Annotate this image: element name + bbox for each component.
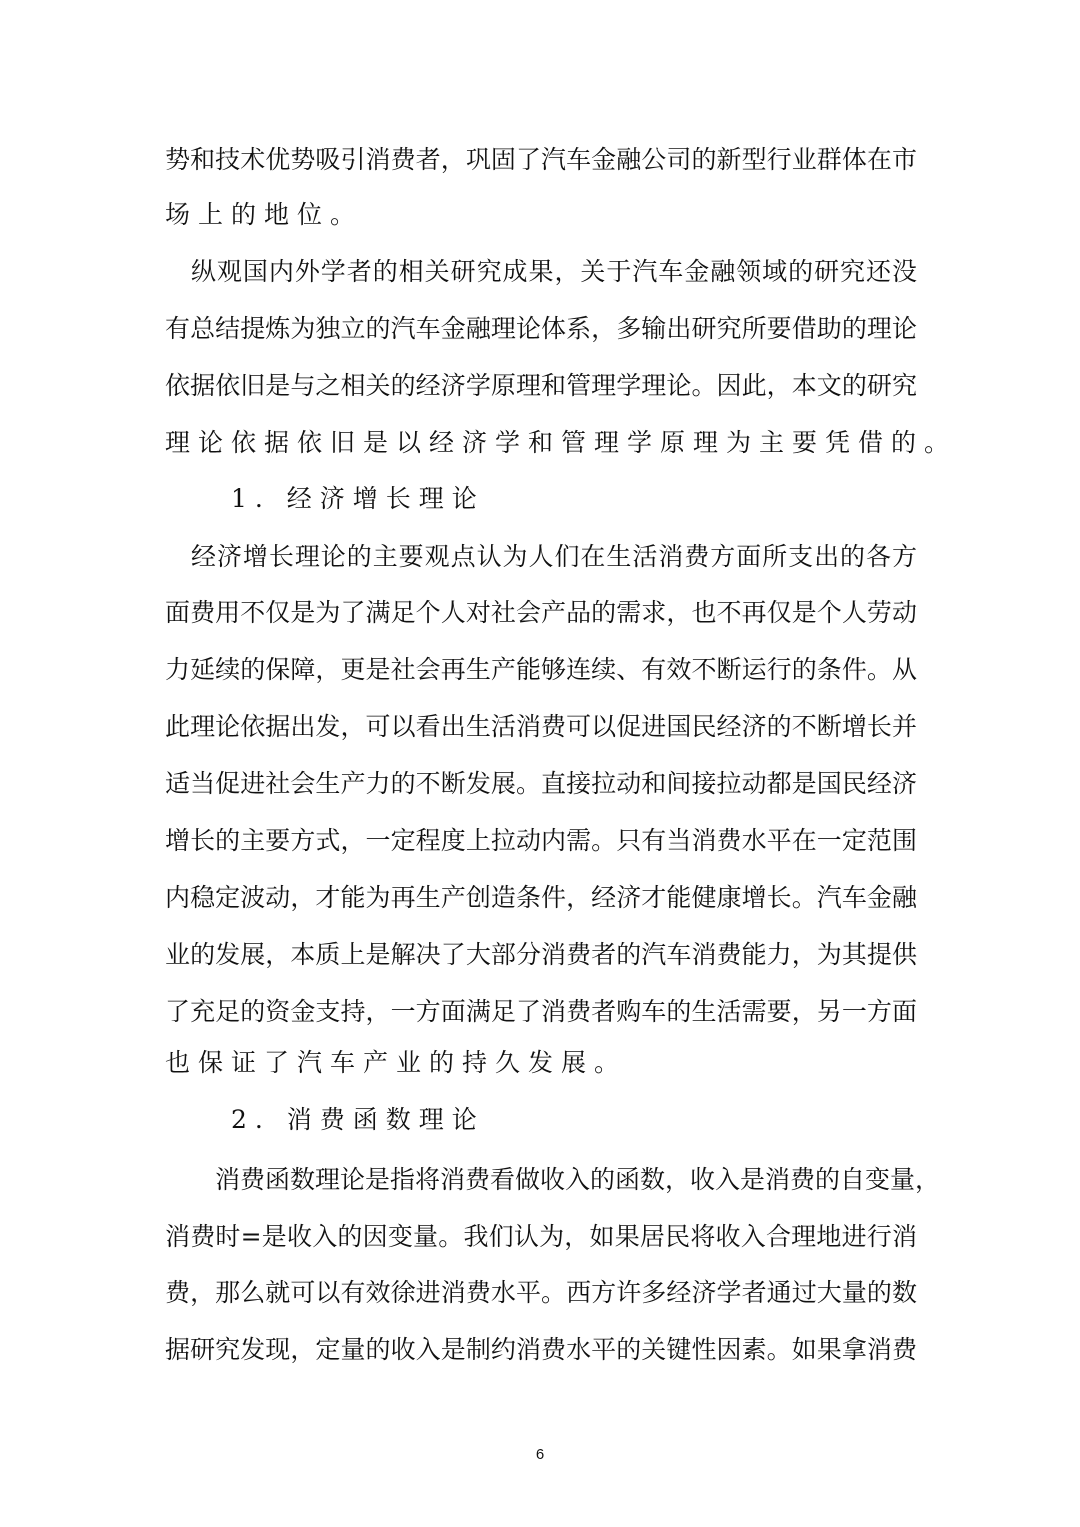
- paragraph-line: 增长的主要方式，一定程度上拉动内需。只有当消费水平在一定范围: [165, 826, 917, 855]
- paragraph-line: 适当促进社会生产力的不断发展。直接拉动和间接拉动都是国民经济: [165, 769, 917, 798]
- paragraph-line: 业的发展，本质上是解决了大部分消费者的汽车消费能力，为其提供: [165, 940, 917, 969]
- paragraph-line: 经济增长理论的主要观点认为人们在生活消费方面所支出的各方: [165, 542, 917, 571]
- paragraph-line: 纵观国内外学者的相关研究成果，关于汽车金融领域的研究还没: [165, 257, 917, 286]
- paragraph-line: 依据依旧是与之相关的经济学原理和管理学理论。因此，本文的研究: [165, 371, 917, 400]
- page-number: 6: [535, 1446, 545, 1463]
- paragraph-line: 力延续的保障，更是社会再生产能够连续、有效不断运行的条件。从: [165, 655, 917, 684]
- paragraph-line: 势和技术优势吸引消费者，巩固了汽车金融公司的新型行业群体在市: [165, 145, 917, 174]
- paragraph-line: 了充足的资金支持，一方面满足了消费者购车的生活需要，另一方面: [165, 997, 917, 1026]
- paragraph-line: 理论依据依旧是以经济学和管理学原理为主要凭借的。: [165, 428, 958, 457]
- paragraph-line: 此理论依据出发，可以看出生活消费可以促进国民经济的不断增长并: [165, 712, 917, 741]
- section-heading: 1. 经济增长理论: [165, 484, 485, 513]
- section-heading: 2. 消费函数理论: [165, 1105, 485, 1134]
- paragraph-line: 费，那么就可以有效徐进消费水平。西方许多经济学者通过大量的数: [165, 1278, 917, 1307]
- paragraph-line: 据研究发现，定量的收入是制约消费水平的关键性因素。如果拿消费: [165, 1335, 917, 1364]
- paragraph-line: 有总结提炼为独立的汽车金融理论体系，多输出研究所要借助的理论: [165, 314, 917, 343]
- paragraph-line: 消费时=是收入的因变量。我们认为，如果居民将收入合理地进行消: [165, 1222, 917, 1251]
- paragraph-line: 内稳定波动，才能为再生产创造条件，经济才能健康增长。汽车金融: [165, 883, 917, 912]
- paragraph-line: 也保证了汽车产业的持久发展。: [165, 1048, 628, 1077]
- paragraph-line: 面费用不仅是为了满足个人对社会产品的需求，也不再仅是个人劳动: [165, 598, 917, 627]
- paragraph-line: 消费函数理论是指将消费看做收入的函数，收入是消费的自变量，: [165, 1165, 941, 1194]
- paragraph-line: 场上的地位。: [165, 200, 364, 229]
